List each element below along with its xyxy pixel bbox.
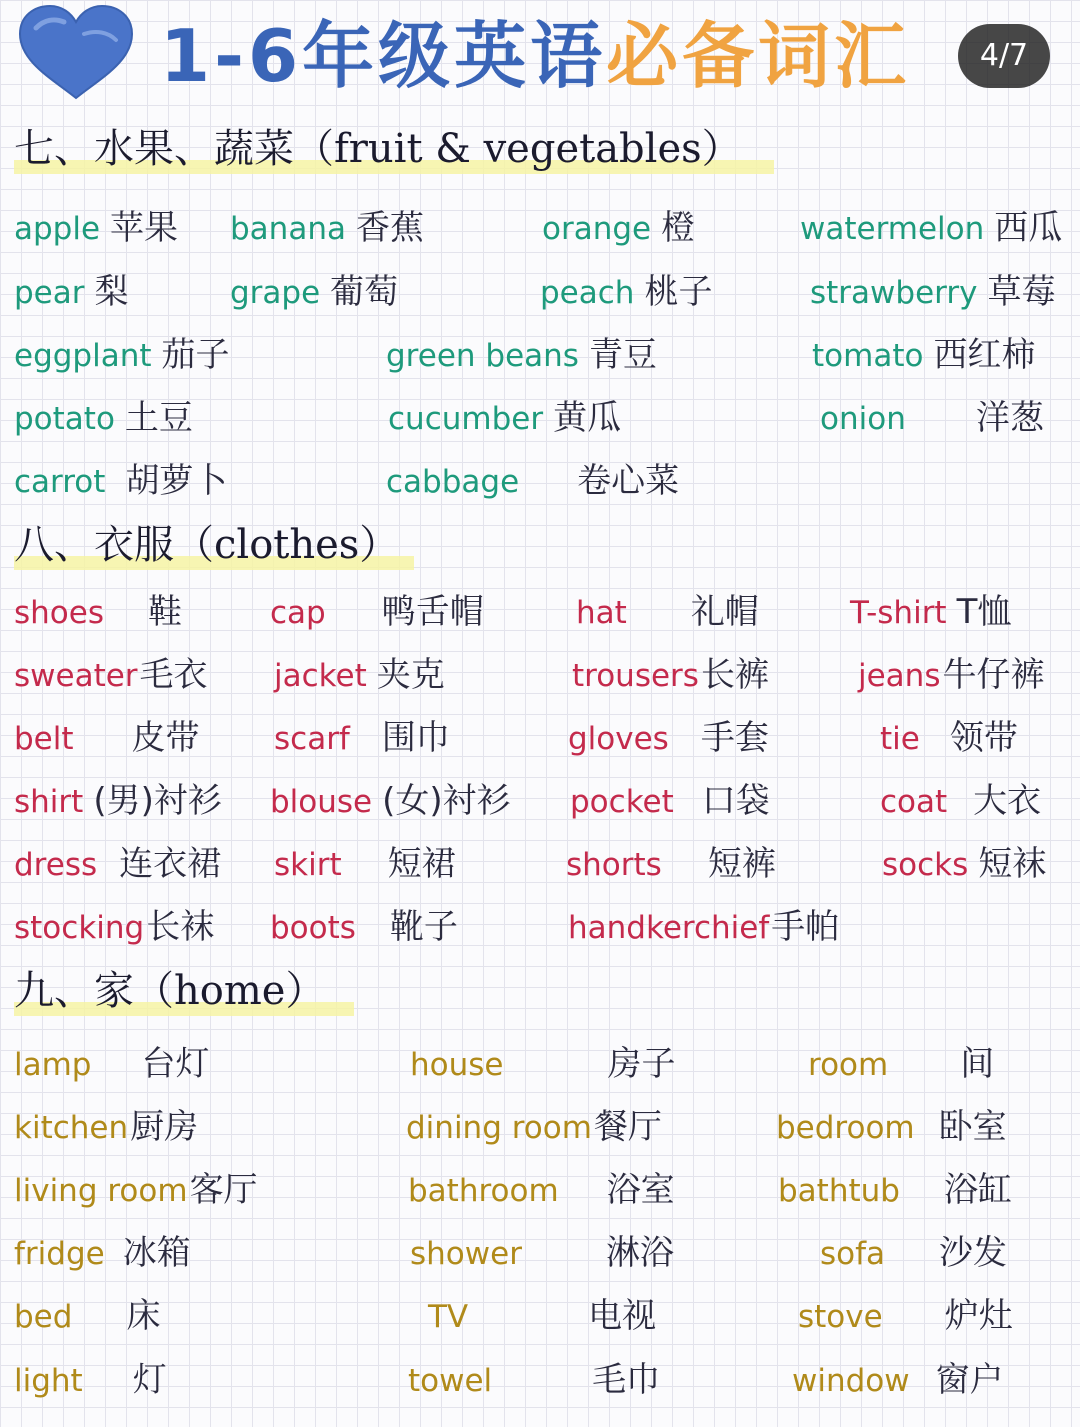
word-en: orange — [542, 211, 652, 247]
word-zh: 礼帽 — [690, 592, 759, 632]
word-zh: 茄子 — [161, 335, 230, 375]
word-zh: 长裤 — [700, 655, 769, 695]
word-en: lamp — [14, 1047, 92, 1083]
word-en: stocking — [14, 910, 145, 946]
word-item — [792, 1354, 1004, 1406]
word-zh: 餐厅 — [593, 1107, 662, 1147]
word-item — [274, 649, 445, 701]
word-en: room — [808, 1047, 889, 1083]
word-en: dining room — [406, 1110, 592, 1146]
word-en: light — [14, 1363, 83, 1399]
word-item — [572, 649, 769, 701]
section-title-home-en: （home） — [134, 968, 326, 1014]
section-title-clothes-en: （clothes） — [174, 522, 400, 568]
heart-icon — [14, 4, 138, 102]
word-en: eggplant — [14, 338, 152, 374]
word-zh: 草莓 — [987, 272, 1056, 312]
word-item — [812, 329, 1035, 381]
word-item — [410, 1038, 675, 1090]
word-zh: 窗户 — [935, 1360, 1004, 1400]
word-item — [406, 1101, 662, 1153]
word-en: TV — [428, 1299, 469, 1335]
word-zh: 口袋 — [701, 781, 770, 821]
word-zh: 电视 — [588, 1296, 657, 1336]
word-zh: 黄瓜 — [553, 398, 622, 438]
word-zh: 台灯 — [141, 1044, 210, 1084]
word-item — [14, 266, 129, 318]
word-item — [570, 775, 770, 827]
page-header — [0, 0, 1080, 110]
word-zh: 夹克 — [376, 655, 445, 695]
word-en: sweater — [14, 658, 138, 694]
word-en: cap — [270, 595, 326, 631]
word-item — [568, 901, 839, 953]
title-part2: 必备词汇 — [606, 14, 911, 98]
word-zh: 手套 — [700, 718, 769, 758]
word-item — [14, 775, 222, 827]
word-item — [568, 712, 769, 764]
word-en: banana — [230, 211, 346, 247]
word-item — [882, 838, 1046, 890]
word-en: boots — [270, 910, 356, 946]
word-en: peach — [540, 275, 635, 311]
word-item — [850, 586, 1011, 638]
word-item — [800, 202, 1062, 254]
word-zh: 客厅 — [189, 1170, 258, 1210]
word-item — [14, 1038, 210, 1090]
word-zh: 长袜 — [146, 907, 215, 947]
word-en: tomato — [812, 338, 924, 374]
word-en: green beans — [386, 338, 579, 374]
word-zh: 连衣裙 — [119, 844, 222, 884]
word-en: stove — [798, 1299, 883, 1335]
word-zh: 土豆 — [124, 398, 193, 438]
word-en: carrot — [14, 464, 106, 500]
word-zh: 毛巾 — [592, 1360, 661, 1400]
word-en: potato — [14, 401, 115, 437]
word-item — [14, 1101, 198, 1153]
word-zh: 浴缸 — [943, 1170, 1012, 1210]
word-zh: 手帕 — [771, 907, 840, 947]
section-title-clothes — [14, 518, 399, 572]
word-zh: 厨房 — [130, 1107, 199, 1147]
word-en: window — [792, 1363, 910, 1399]
word-zh: 短裤 — [707, 844, 776, 884]
word-zh: 橙 — [661, 208, 696, 248]
word-en: watermelon — [800, 211, 985, 247]
word-zh: 围巾 — [381, 718, 450, 758]
word-item — [880, 712, 1018, 764]
word-en: towel — [408, 1363, 493, 1399]
word-item — [388, 392, 621, 444]
word-zh: 大衣 — [973, 781, 1042, 821]
word-item — [14, 901, 214, 953]
section-title-fruit-zh: 七、水果、蔬菜 — [14, 126, 294, 172]
word-zh: 皮带 — [131, 718, 200, 758]
word-item — [776, 1101, 1007, 1153]
word-item — [14, 586, 182, 638]
word-zh: 香蕉 — [355, 208, 424, 248]
word-item — [408, 1354, 660, 1406]
word-en: coat — [880, 784, 948, 820]
word-en: T-shirt — [850, 595, 947, 631]
section-title-home — [14, 964, 325, 1018]
word-zh: 短袜 — [978, 844, 1047, 884]
word-item — [14, 1227, 191, 1279]
word-item — [14, 455, 227, 507]
word-en: fridge — [14, 1236, 105, 1272]
word-zh: 梨 — [94, 272, 129, 312]
word-item — [14, 712, 200, 764]
section-title-home-zh: 九、家 — [14, 968, 134, 1014]
word-item — [808, 1038, 994, 1090]
word-en: pocket — [570, 784, 674, 820]
word-en: skirt — [274, 847, 342, 883]
word-en: trousers — [572, 658, 699, 694]
word-en: cabbage — [386, 464, 520, 500]
word-item — [880, 775, 1041, 827]
word-zh: 鸭舌帽 — [381, 592, 484, 632]
word-en: jacket — [274, 658, 367, 694]
word-item — [798, 1290, 1013, 1342]
section-title-fruit-en: （fruit & vegetables） — [294, 126, 742, 172]
word-en: bathtub — [778, 1173, 900, 1209]
word-zh: 胡萝卜 — [125, 461, 228, 501]
word-en: pear — [14, 275, 85, 311]
word-zh: 卷心菜 — [577, 461, 680, 501]
word-zh: 桃子 — [644, 272, 713, 312]
word-en: bathroom — [408, 1173, 559, 1209]
word-zh: 西瓜 — [994, 208, 1063, 248]
word-en: shorts — [566, 847, 662, 883]
word-en: belt — [14, 721, 74, 757]
word-zh: 灯 — [132, 1360, 167, 1400]
word-item — [14, 838, 221, 890]
word-item — [14, 392, 193, 444]
word-zh: 毛衣 — [139, 655, 208, 695]
word-en: bed — [14, 1299, 73, 1335]
word-item — [270, 775, 511, 827]
word-item — [820, 1227, 1007, 1279]
word-en: cucumber — [388, 401, 544, 437]
word-zh: 靴子 — [389, 907, 458, 947]
word-item — [820, 392, 1044, 444]
word-item — [230, 266, 398, 318]
word-zh: 洋葱 — [975, 398, 1044, 438]
word-zh: T恤 — [956, 592, 1012, 632]
word-zh: 葡萄 — [330, 272, 399, 312]
section-title-fruit — [14, 122, 742, 176]
word-en: dress — [14, 847, 98, 883]
word-en: living room — [14, 1173, 188, 1209]
word-zh: 青豆 — [588, 335, 657, 375]
word-item — [542, 202, 695, 254]
word-en: house — [410, 1047, 504, 1083]
word-zh: 苹果 — [110, 208, 179, 248]
word-item — [274, 712, 450, 764]
word-en: socks — [882, 847, 969, 883]
word-item — [274, 838, 456, 890]
word-en: kitchen — [14, 1110, 129, 1146]
word-en: sofa — [820, 1236, 886, 1272]
word-item — [576, 586, 759, 638]
word-zh: (女)衬衫 — [382, 781, 511, 821]
section-title-clothes-zh: 八、衣服 — [14, 522, 174, 568]
word-en: shirt — [14, 784, 84, 820]
word-zh: 短裙 — [387, 844, 456, 884]
word-zh: 房子 — [607, 1044, 676, 1084]
word-item — [428, 1290, 656, 1342]
page-indicator-badge: 4/7 — [958, 24, 1050, 88]
word-en: shower — [410, 1236, 522, 1272]
word-zh: 淋浴 — [605, 1233, 674, 1273]
word-item — [858, 649, 1044, 701]
word-item — [14, 202, 178, 254]
word-zh: 浴室 — [606, 1170, 675, 1210]
word-en: grape — [230, 275, 321, 311]
word-en: tie — [880, 721, 920, 757]
word-en: onion — [820, 401, 906, 437]
word-en: apple — [14, 211, 101, 247]
title-part1: 1-6年级英语 — [160, 14, 607, 98]
word-zh: (男)衬衫 — [93, 781, 222, 821]
word-item — [14, 1290, 160, 1342]
word-zh: 间 — [960, 1044, 995, 1084]
word-en: scarf — [274, 721, 350, 757]
word-item — [566, 838, 776, 890]
word-zh: 牛仔裤 — [942, 655, 1045, 695]
word-en: shoes — [14, 595, 104, 631]
word-item — [270, 901, 458, 953]
word-item — [270, 586, 484, 638]
word-item — [810, 266, 1055, 318]
word-item — [230, 202, 424, 254]
word-item — [14, 649, 208, 701]
word-item — [386, 329, 657, 381]
word-item — [14, 1354, 167, 1406]
page-title — [160, 8, 910, 104]
word-zh: 冰箱 — [122, 1233, 191, 1273]
word-item — [14, 1164, 258, 1216]
word-en: gloves — [568, 721, 669, 757]
word-zh: 炉灶 — [944, 1296, 1013, 1336]
word-zh: 领带 — [949, 718, 1018, 758]
word-zh: 床 — [126, 1296, 161, 1336]
word-item — [540, 266, 712, 318]
word-zh: 卧室 — [938, 1107, 1007, 1147]
word-en: strawberry — [810, 275, 978, 311]
word-item — [410, 1227, 674, 1279]
word-en: jeans — [858, 658, 941, 694]
word-item — [408, 1164, 675, 1216]
word-en: blouse — [270, 784, 373, 820]
word-item — [386, 455, 679, 507]
word-item — [14, 329, 230, 381]
word-en: hat — [576, 595, 627, 631]
word-item — [778, 1164, 1012, 1216]
word-en: bedroom — [776, 1110, 915, 1146]
word-zh: 鞋 — [148, 592, 182, 632]
word-en: handkerchief — [568, 910, 770, 946]
word-zh: 沙发 — [939, 1233, 1008, 1273]
word-zh: 西红柿 — [933, 335, 1036, 375]
